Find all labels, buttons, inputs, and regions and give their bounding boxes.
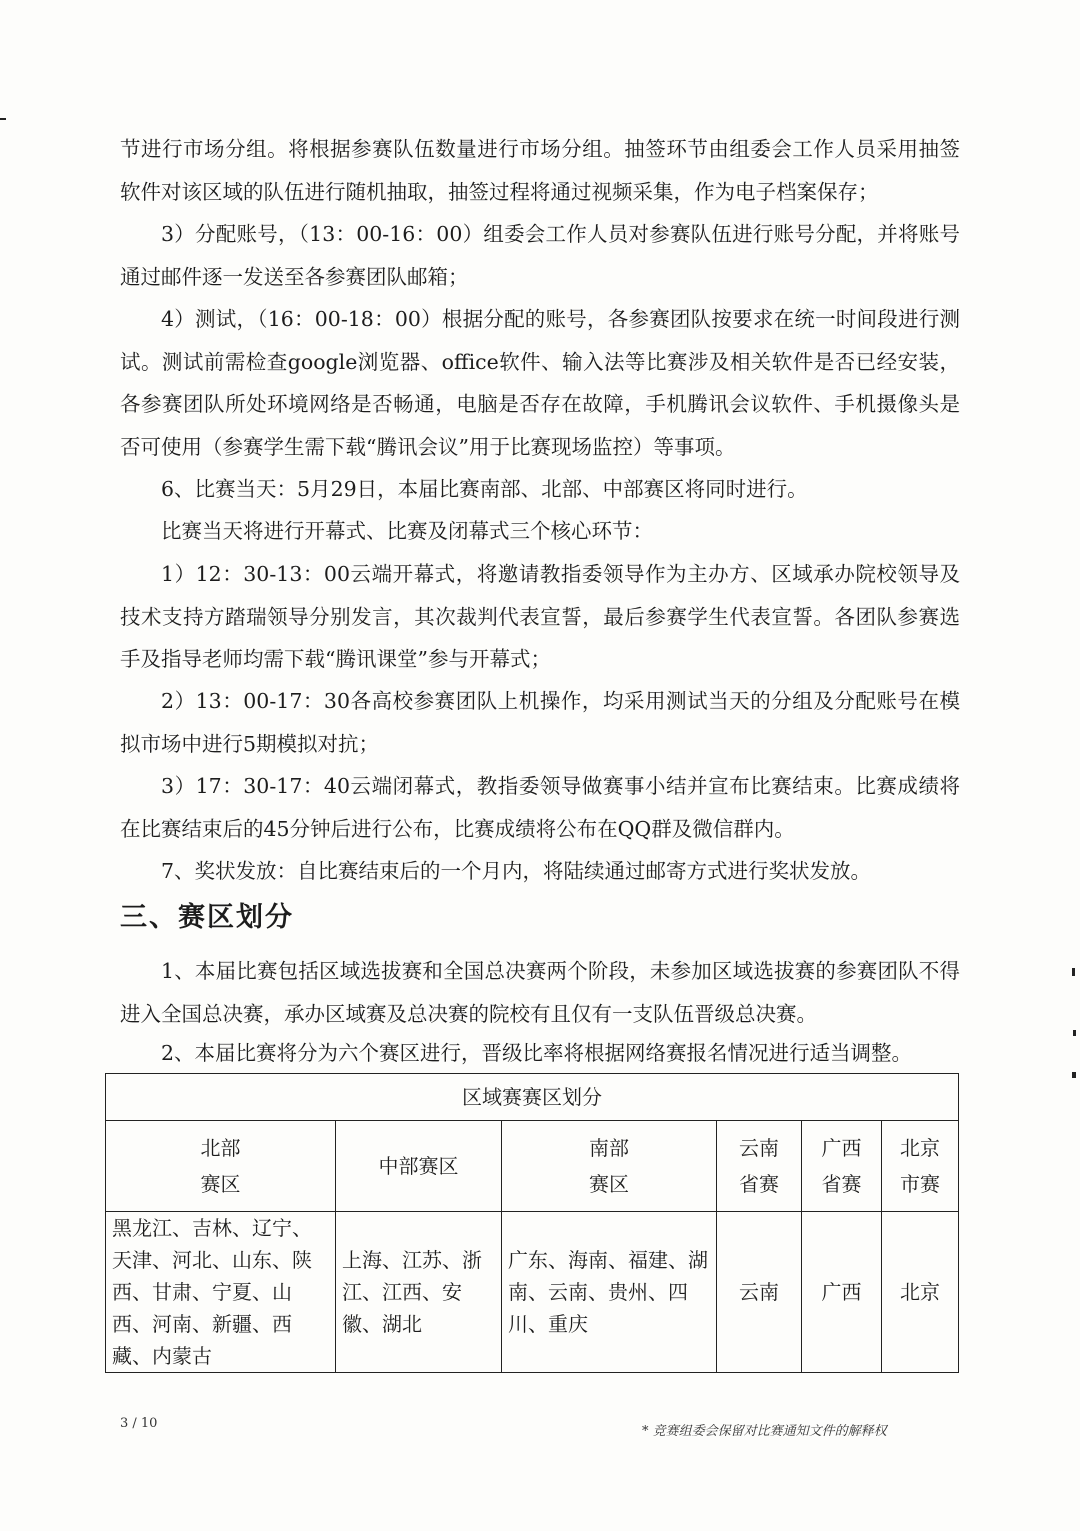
table-row	[106, 1212, 959, 1373]
table-header-row	[106, 1121, 959, 1212]
paragraph-awards: 7、奖状发放：自比赛结束后的一个月内，将陆续通过邮寄方式进行奖状发放。	[161, 859, 872, 883]
table-title: 区域赛赛区划分	[106, 1074, 959, 1121]
paragraph-account-allocation: 3）分配账号，（13：00-16：00）组委会工作人员对参赛队伍进行账号分配，并将账号通过邮件逐一发送至各参赛团队邮箱；	[120, 222, 960, 289]
header-north: 北部 赛区	[106, 1121, 336, 1212]
footer-note: * 竞赛组委会保留对比赛通知文件的解释权	[642, 1424, 887, 1439]
paragraph-opening-ceremony: 1）12：30-13：00云端开幕式，将邀请教指委领导作为主办方、区域承办院校领导及技术支持方踏瑞领导分别发言，其次裁判代表宣誓，最后参赛学生代表宣誓。各团队参赛选手及指导老师均需下载“腾讯课堂”参与开幕式；	[120, 562, 960, 671]
paragraph-competition-operation: 2）13：00-17：30各高校参赛团队上机操作，均采用测试当天的分组及分配账号在模拟市场中进行5期模拟对抗；	[120, 689, 960, 756]
paragraph-core-sessions: 比赛当天将进行开幕式、比赛及闭幕式三个核心环节：	[161, 519, 653, 543]
header-guangxi: 广西 省赛	[802, 1121, 882, 1212]
cell-north-provinces: 黑龙江、吉林、辽宁、天津、河北、山东、陕西、甘肃、宁夏、山西、河南、新疆、西藏、内蒙古	[106, 1212, 336, 1373]
cell-yunnan: 云南	[717, 1212, 802, 1373]
cell-guangxi: 广西	[802, 1212, 882, 1373]
scan-mark	[1072, 968, 1075, 976]
header-south: 南部 赛区	[502, 1121, 717, 1212]
header-central: 中部赛区	[336, 1121, 502, 1212]
cell-beijing: 北京	[882, 1212, 959, 1373]
paragraph-six-regions: 2、本届比赛将分为六个赛区进行，晋级比率将根据网络赛报名情况进行适当调整。	[161, 1041, 913, 1065]
scan-mark	[1073, 1030, 1076, 1036]
header-yunnan: 云南 省赛	[717, 1121, 802, 1212]
cell-south-provinces: 广东、海南、福建、湖南、云南、贵州、四川、重庆	[502, 1212, 717, 1373]
paragraph-stages: 1、本届比赛包括区域选拔赛和全国总决赛两个阶段，未参加区域选拔赛的参赛团队不得进入全国总决赛，承办区域赛及总决赛的院校有且仅有一支队伍晋级总决赛。	[120, 959, 960, 1026]
scan-mark	[1072, 1072, 1076, 1078]
header-beijing: 北京 市赛	[882, 1121, 959, 1212]
paragraph-closing-ceremony: 3）17：30-17：40云端闭幕式，教指委领导做赛事小结并宣布比赛结束。比赛成绩将在比赛结束后的45分钟后进行公布，比赛成绩将公布在QQ群及微信群内。	[120, 774, 960, 841]
scan-mark	[0, 118, 6, 120]
paragraph-market-grouping: 节进行市场分组。将根据参赛队伍数量进行市场分组。抽签环节由组委会工作人员采用抽签软件对该区域的队伍进行随机抽取，抽签过程将通过视频采集，作为电子档案保存；	[120, 137, 960, 204]
region-division-table	[105, 1073, 959, 1373]
section-heading: 三、赛区划分	[120, 902, 294, 933]
cell-central-provinces: 上海、江苏、浙江、江西、安徽、湖北	[336, 1212, 502, 1373]
paragraph-competition-day: 6、比赛当天：5月29日，本届比赛南部、北部、中部赛区将同时进行。	[161, 477, 808, 501]
paragraph-testing: 4）测试，（16：00-18：00）根据分配的账号，各参赛团队按要求在统一时间段进行测试。测试前需检查google浏览器、office软件、输入法等比赛涉及相关软件是否已经安装，各参赛团队所处环境网络是否畅通，电脑是否存在故障，手机腾讯会议软件、手机摄像头是否可使用（参赛学生需下载“腾讯会议”用于比赛现场监控）等事项。	[120, 307, 960, 459]
page-number: 3 / 10	[120, 1416, 158, 1431]
